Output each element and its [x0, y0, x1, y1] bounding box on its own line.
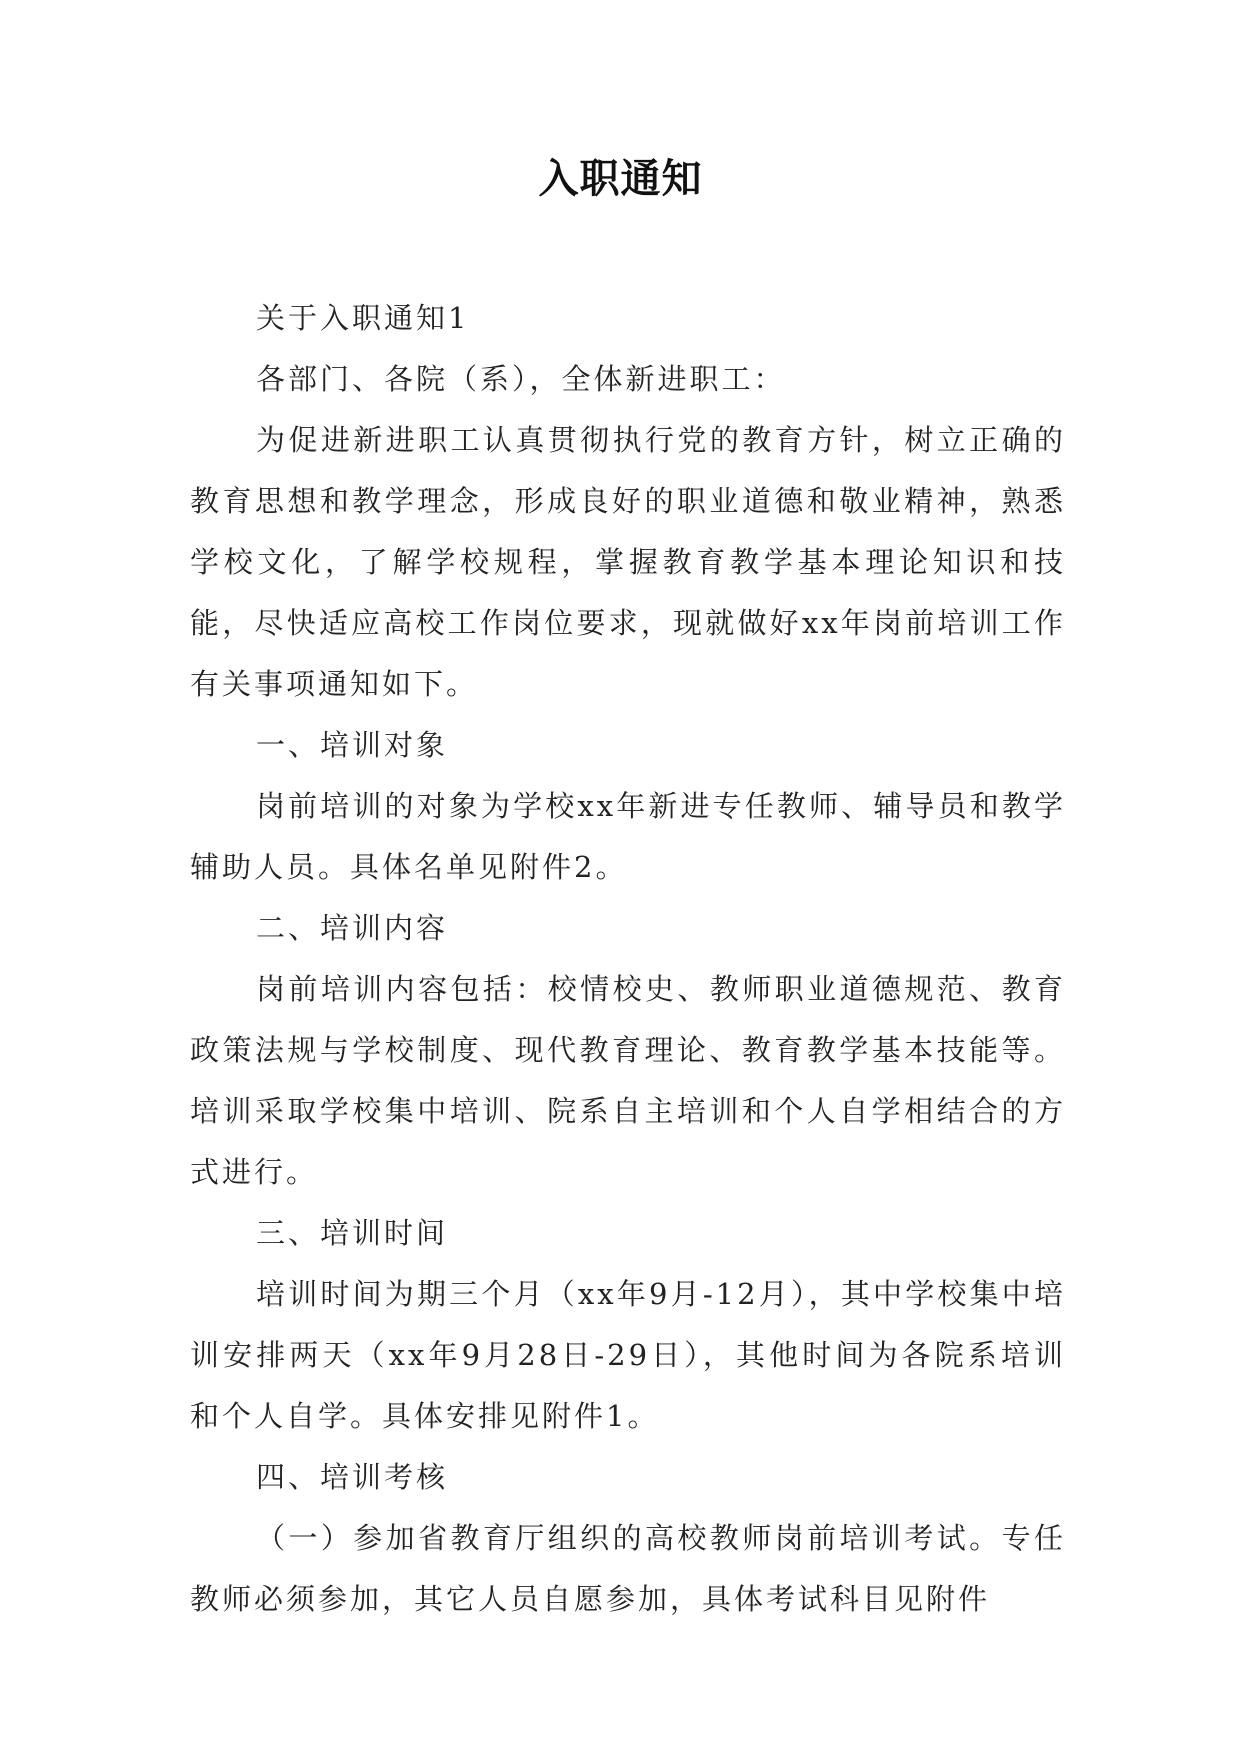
paragraph-training-targets: 岗前培训的对象为学校xx年新进专任教师、辅导员和教学辅助人员。具体名单见附件2。	[190, 789, 1066, 884]
section-heading-training-time: 三、培训时间	[256, 1216, 449, 1250]
document-body	[190, 288, 1066, 1630]
section-heading-training-content: 二、培训内容	[256, 911, 449, 945]
paragraph-training-time: 培训时间为期三个月（xx年9月-12月），其中学校集中培训安排两天（xx年9月28日-29日），其他时间为各院系培训和个人自学。具体安排见附件1。	[190, 1277, 1066, 1433]
paragraph-intro: 为促进新进职工认真贯彻执行党的教育方针，树立正确的教育思想和教学理念，形成良好的职业道德和敬业精神，熟悉学校文化，了解学校规程，掌握教育教学基本理论知识和技能，尽快适应高校工作岗位要求，现就做好xx年岗前培训工作有关事项通知如下。	[190, 423, 1066, 701]
paragraph-training-content: 岗前培训内容包括：校情校史、教师职业道德规范、教育政策法规与学校制度、现代教育理论、教育教学基本技能等。培训采取学校集中培训、院系自主培训和个人自学相结合的方式进行。	[190, 972, 1066, 1189]
section-heading-training-assessment: 四、培训考核	[256, 1460, 449, 1494]
paragraph-salutation: 各部门、各院（系），全体新进职工：	[256, 362, 786, 396]
document-title: 入职通知	[538, 156, 703, 202]
paragraph-notice-number: 关于入职通知1	[256, 301, 470, 335]
section-heading-training-targets: 一、培训对象	[256, 728, 449, 762]
paragraph-assessment-item-1: （一）参加省教育厅组织的高校教师岗前培训考试。专任教师必须参加，其它人员自愿参加，具体考试科目见附件	[190, 1521, 1066, 1616]
